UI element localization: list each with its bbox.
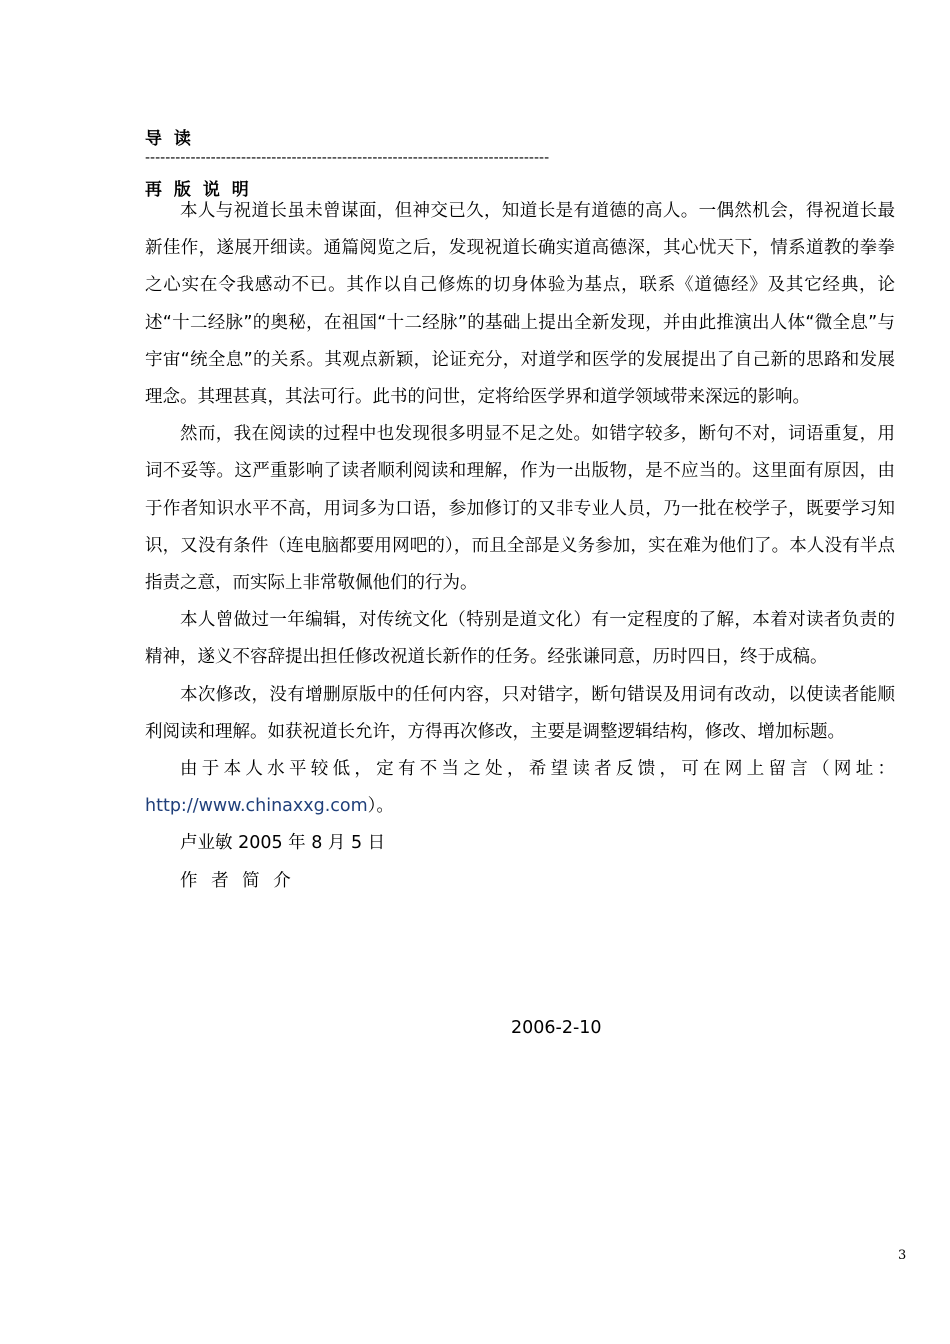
paragraph-2: 然而，我在阅读的过程中也发现很多明显不足之处。如错字较多，断句不对，词语重复，用词不妥等。这严重影响了读者顺利阅读和理解，作为一出版物，是不应当的。这里面有原因，由于作者知识水平不高，用词多为口语，参加修订的又非专业人员，乃一批在校学子，既要学习知识，又没有条件（连电脑都要用网吧的），而且全部是义务参加，实在难为他们了。本人没有半点指责之意，而实际上非常敬佩他们的行为。 [145, 424, 895, 594]
reprint-notes-heading: 再 版 说 明 [145, 180, 252, 200]
paragraph-4: 本次修改，没有增删原版中的任何内容，只对错字，断句错误及用词有改动，以使读者能顺利阅读和理解。如获祝道长允许，方得再次修改，主要是调整逻辑结构，修改、增加标题。 [145, 684, 895, 742]
document-body [145, 193, 895, 900]
signature: 卢业敏 2005 年 8 月 5 日 [180, 833, 386, 854]
section-heading: 导 读 [145, 129, 194, 149]
author-intro-heading: 作 者 简 介 [180, 870, 295, 891]
website-link[interactable]: http://www.chinaxxg.com [145, 796, 368, 817]
paragraph-1: 本人与祝道长虽未曾谋面，但神交已久，知道长是有道德的高人。一偶然机会，得祝道长最新佳作，遂展开细读。通篇阅览之后，发现祝道长确实道高德深，其心忧天下，情系道教的拳拳之心实在令我感动不已。其作以自己修炼的切身体验为基点，联系《道德经》及其它经典，论述“十二经脉”的奥秘，在祖国“十二经脉”的基础上提出全新发现，并由此推演出人体“微全息”与宇宙“统全息”的关系。其观点新颖，论证充分，对道学和医学的发展提出了自己新的思路和发展理念。其理甚真，其法可行。此书的问世，定将给医学界和道学领域带来深远的影响。 [145, 201, 895, 408]
document-date: 2006-2-10 [511, 1018, 602, 1038]
paragraph-5-text: 由于本人水平较低，定有不当之处，希望读者反馈，可在网上留言（网址： [180, 759, 895, 780]
paragraph-5 [145, 751, 895, 825]
divider-line: -------------------------------------------------------------------------------- [145, 150, 550, 166]
paragraph-3: 本人曾做过一年编辑，对传统文化（特别是道文化）有一定程度的了解，本着对读者负责的精神，遂义不容辞提出担任修改祝道长新作的任务。经张谦同意，历时四日，终于成稿。 [145, 610, 895, 668]
paragraph-5-end: ）。 [367, 796, 394, 817]
page-number: 3 [898, 1248, 907, 1263]
